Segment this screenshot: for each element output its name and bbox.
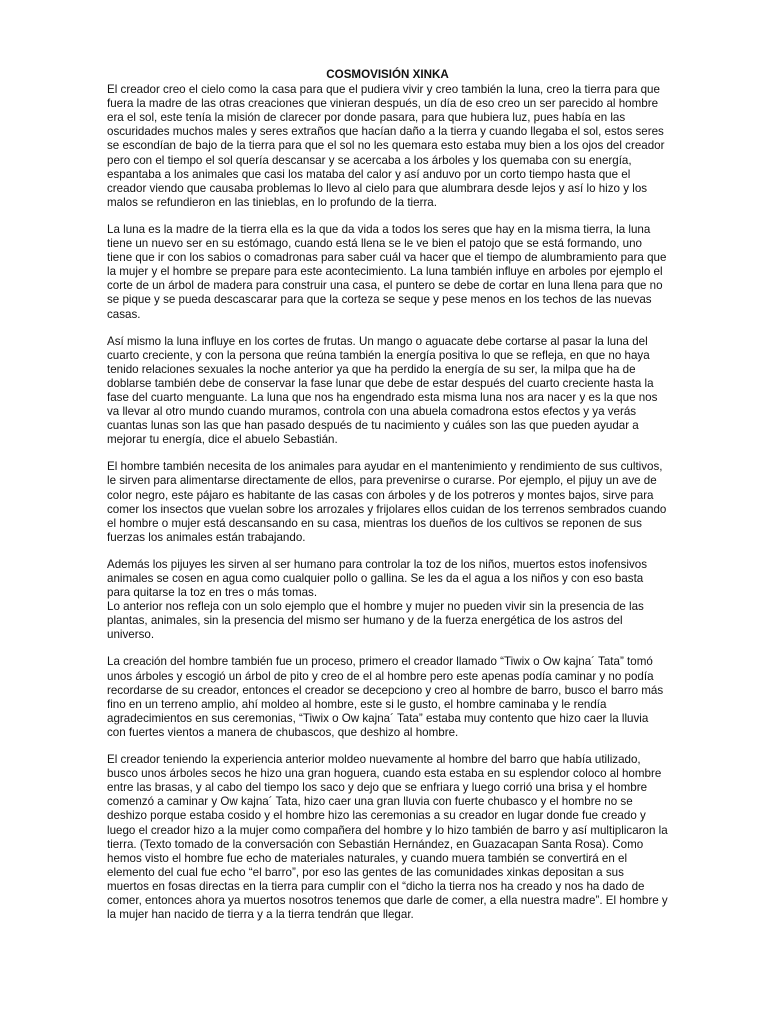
paragraph-animals: El hombre también necesita de los animales para ayudar en el mantenimiento y rendimiento de sus cultivos, le sirven para alimentarse directamente de ellos, para prevenirse o curarse. Por ejemplo, el pijuy un ave de color negro, este pájaro es habitante de las casas con árboles y de los potreros y montes bajos, sirve para comer los insectos que vuelan sobre los arrozales y frijolares ellos cuidan de los terrenos sembrados cuando el hombre o mujer está descansando en su casa, mientras los dueños de los cultivos se reponen de sus fuerzas los animales están trabajando. [107, 460, 667, 544]
paragraph-creator-clay: El creador teniendo la experiencia anterior moldeo nuevamente al hombre del barro que había utilizado, busco unos árboles secos he hizo una gran hoguera, cuando esta estaba en su esplendor coloco al hombre entre las brasas, y al cabo del tiempo los saco y dejo que se enfriara y luego corrió una brisa y el hombre comenzó a caminar y Ow kajna´ Tata, hizo caer una gran lluvia con fuerte chubasco y el hombre no se deshizo porque estaba cosido y el hombre hizo las ceremonias a su creador en lugar donde fue creado y luego el creador hizo a la mujer como compañera del hombre y lo hizo también de barro y así multiplicaron la tierra. (Texto tomado de la conversación con Sebastián Hernández, en Guazacapan Santa Rosa). Como hemos visto el hombre fue echo de materiales naturales, y cuando muera también se convertirá en el elemento del cual fue echo “el barro”, por eso las gentes de las comunidades xinkas depositan a sus muertos en fosas directas en la tierra para cumplir con el “dicho la tierra nos ha creado y nos ha dado de comer, entonces ahora ya muertos nosotros tenemos que darle de comer, a ella nuestra madre”. El hombre y la mujer han nacido de tierra y a la tierra tendrán que llegar. [107, 753, 668, 922]
paragraph-moon-mother: La luna es la madre de la tierra ella es la que da vida a todos los seres que hay en la misma tierra, la luna tiene un nuevo ser en su estómago, cuando está llena se le ve bien el patojo que se está formando, uno tiene que ir con los sabios o comadronas para saber cuál va hacer que el tiempo de alumbramiento para que la mujer y el hombre se prepare para este acontecimiento. La luna también influye en arboles por ejemplo el corte de un árbol de madera para construir una casa, el puntero se debe de cortar en luna llena para que no se pique y se pueda descascarar para que la corteza se seque y pese menos en los techos de las nuevas casas. [107, 222, 667, 321]
paragraph-creation-man: La creación del hombre también fue un proceso, primero el creador llamado “Tiwix o Ow kajna´ Tata” tomó unos árboles y escogió un árbol de pito y creo de el al hombre pero este apenas podía caminar y no podía recordarse de su creador, entonces el creador se decepciono y creo al hombre de barro, busco el barro más fino en un terreno amplio, ahí moldeo al hombre, este si le gusto, el hombre caminaba y le rendía agradecimientos en sus ceremonias, “Tiwix o Ow kajna´ Tata” estaba muy contento que hizo caer la lluvia con fuertes vientos a manera de chubascos, que deshizo al hombre. [107, 655, 664, 739]
paragraph-reflection: Lo anterior nos refleja con un solo ejemplo que el hombre y mujer no pueden vivir sin la presencia de las plantas, animales, sin la presencia del mismo ser humano y de la fuerza energética de los astros del universo. [107, 600, 644, 642]
paragraph-moon-fruits: Así mismo la luna influye en los cortes de frutas. Un mango o aguacate debe cortarse al pasar la luna del cuarto creciente, y con la persona que reúna también la energía positiva lo que se refleja, en que no haya tenido relaciones sexuales la noche anterior ya que ha perdido la energía de su ser, la milpa que ha de doblarse también debe de conservar la fase lunar que debe de estar después del cuarto creciente hasta la fase del cuarto menguante. La luna que nos ha engendrado esta misma luna nos ara nacer y es la que nos va llevar al otro mundo cuando muramos, controla con una abuela comadrona estos efectos y ya verás cuantas lunas son las que han pasado después de tu nacimiento y cuáles son las que pueden ayudar a mejorar tu energía, dice el abuelo Sebastián. [107, 334, 658, 447]
paragraph-pijuyes: Además los pijuyes les sirven al ser humano para controlar la toz de los niños, muertos estos inofensivos animales se cosen en agua como cualquier pollo o gallina. Se les da el agua a los niños y con eso basta para quitarse la toz en tres o más tomas. [107, 557, 648, 600]
document-title: COSMOVISIÓN XINKA [326, 68, 449, 81]
paragraph-creation-sun: El creador creo el cielo como la casa para que el pudiera vivir y creo también la luna, creo la tierra para que fuera la madre de las otras creaciones que vinieran después, un día de eso creo un ser parecido al hombre era el sol, este tenía la misión de clarecer por donde pasara, para que hubiera luz, pues había en las oscuridades muchos males y seres extraños que hacían daño a la tierra y cuando llegaba el sol, estos seres se escondían de bajo de la tierra para que el sol no les quemara esto estaba muy bien a los ojos del creador pero con el tiempo el sol quería descansar y se acercaba a los árboles y los quemaba con su energía, espantaba a los animales que casi los mataba del calor y así anduvo por un corto tiempo hasta que el creador viendo que causaba problemas lo llevo al cielo para que alumbrara desde lejos y así lo hizo y los malos se refundieron en las tinieblas, en lo profundo de la tierra. [107, 83, 665, 209]
